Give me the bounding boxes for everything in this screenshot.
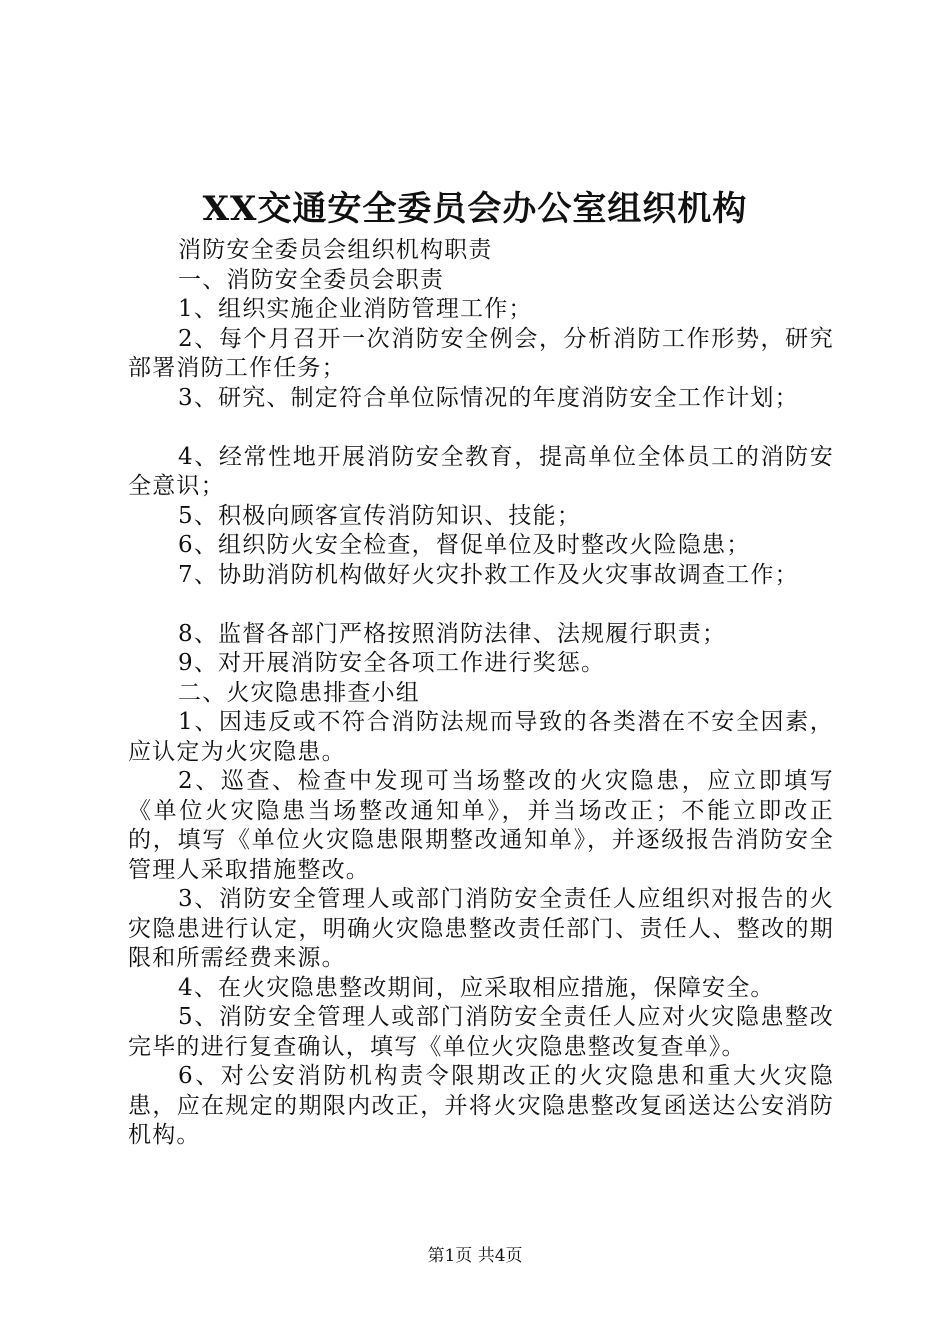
paragraph: 8、监督各部门严格按照消防法律、法规履行职责； (178, 620, 727, 647)
page-number: 第1页 共4页 (427, 1246, 523, 1266)
paragraph: 6、对公安消防机构责令限期改正的火灾隐患和重大火灾隐患，应在规定的期限内改正，并将火灾隐患整改复函送达公安消防机构。 (128, 1063, 834, 1148)
paragraph: 1、组织实施企业消防管理工作； (178, 296, 533, 322)
paragraph: 9、对开展消防安全各项工作进行奖惩。 (178, 650, 606, 676)
paragraph: 7、协助消防机构做好火灾扑救工作及火灾事故调查工作； (178, 561, 799, 588)
document-title: XX交通安全委员会办公室组织机构 (202, 189, 748, 229)
paragraph: 4、在火灾隐患整改期间，应采取相应措施，保障安全。 (178, 974, 775, 1001)
paragraph: 5、积极向顾客宣传消防知识、技能； (178, 502, 582, 529)
section-heading: 二、火灾隐患排查小组 (178, 679, 420, 706)
paragraph: 3、研究、制定符合单位际情况的年度消防安全工作计划； (178, 384, 799, 411)
paragraph: 6、组织防火安全检查，督促单位及时整改火险隐患； (178, 532, 751, 558)
paragraph: 2、每个月召开一次消防安全例会，分析消防工作形势，研究部署消防工作任务； (128, 325, 834, 381)
paragraph: 1、因违反或不符合消防法规而导致的各类潜在不安全因素，应认定为火灾隐患。 (128, 709, 834, 765)
section-heading: 一、消防安全委员会职责 (178, 266, 445, 293)
paragraph: 2、巡查、检查中发现可当场整改的火灾隐患，应立即填写《单位火灾隐患当场整改通知单》，并当场改正；不能立即改正的，填写《单位火灾隐患限期整改通知单》，并逐级报告消防安全管理人采取措施整改。 (128, 768, 834, 883)
paragraph: 4、经常性地开展消防安全教育，提高单位全体员工的消防安全意识； (128, 443, 834, 499)
paragraph: 3、消防安全管理人或部门消防安全责任人应组织对报告的火灾隐患进行认定，明确火灾隐患整改责任部门、责任人、整改的期限和所需经费来源。 (128, 886, 834, 971)
paragraph: 5、消防安全管理人或部门消防安全责任人应对火灾隐患整改完毕的进行复查确认，填写《单位火灾隐患整改复查单》。 (128, 1004, 834, 1060)
document-body (128, 236, 834, 1151)
paragraph: 消防安全委员会组织机构职责 (178, 237, 493, 263)
